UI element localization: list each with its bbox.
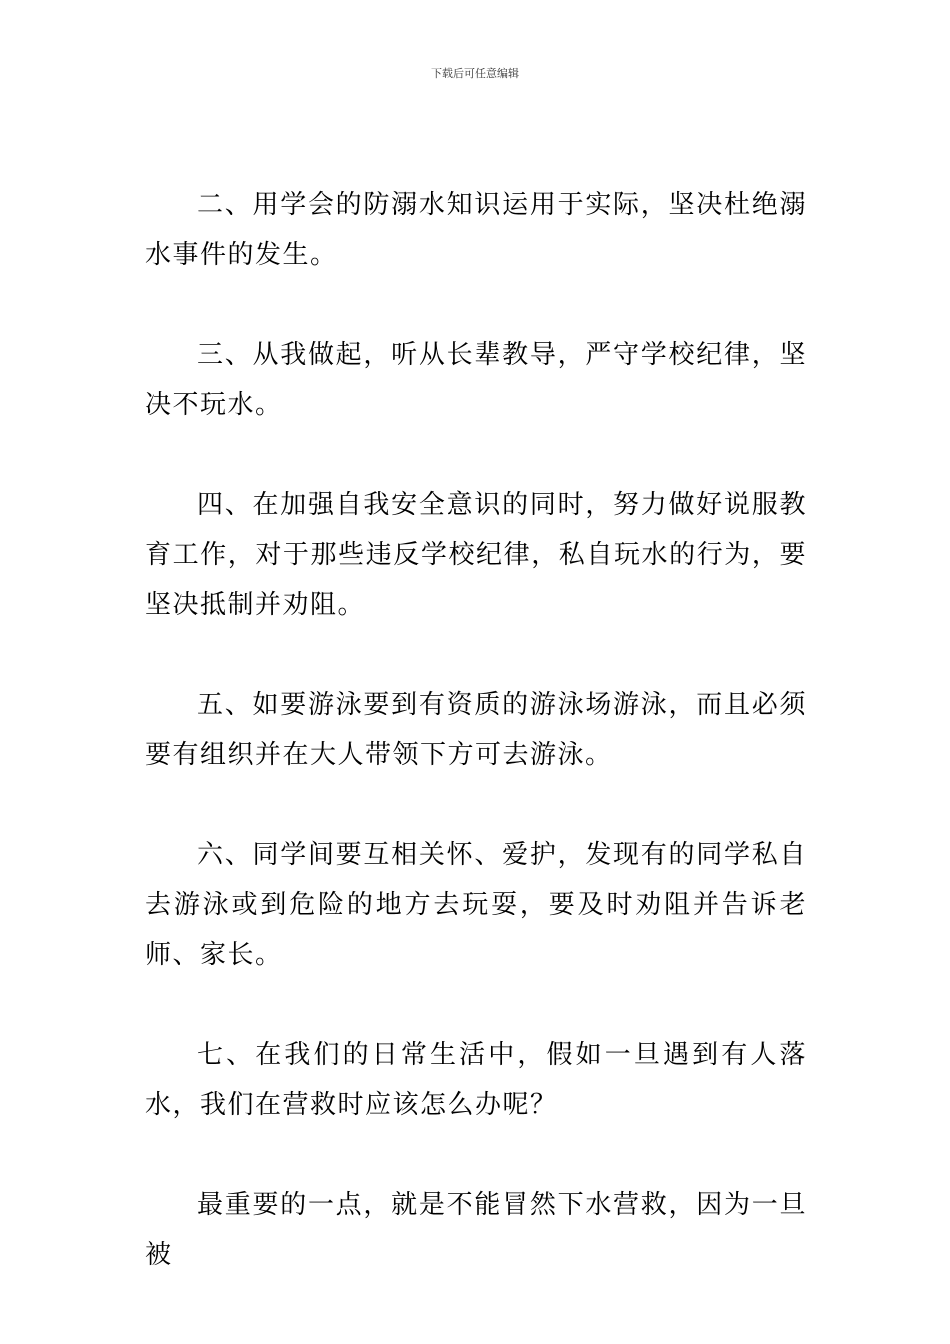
paragraph-item-3: 三、从我做起，听从长辈教导，严守学校纪律，坚决不玩水。 xyxy=(145,340,807,420)
paragraph-item-rescue: 最重要的一点，就是不能冒然下水营救，因为一旦被 xyxy=(145,1190,807,1270)
page-header-note: 下载后可任意编辑 xyxy=(431,67,519,80)
paragraph-item-2: 二、用学会的防溺水知识运用于实际，坚决杜绝溺水事件的发生。 xyxy=(145,190,807,270)
paragraph-item-6: 六、同学间要互相关怀、爱护，发现有的同学私自去游泳或到危险的地方去玩耍，要及时劝阻并告诉老师、家长。 xyxy=(145,840,807,970)
document-body xyxy=(145,180,807,1280)
paragraph-item-4: 四、在加强自我安全意识的同时，努力做好说服教育工作，对于那些违反学校纪律，私自玩水的行为，要坚决抵制并劝阻。 xyxy=(145,490,807,620)
paragraph-item-7: 七、在我们的日常生活中，假如一旦遇到有人落水，我们在营救时应该怎么办呢？ xyxy=(145,1040,807,1120)
paragraph-item-5: 五、如要游泳要到有资质的游泳场游泳，而且必须要有组织并在大人带领下方可去游泳。 xyxy=(145,690,807,770)
